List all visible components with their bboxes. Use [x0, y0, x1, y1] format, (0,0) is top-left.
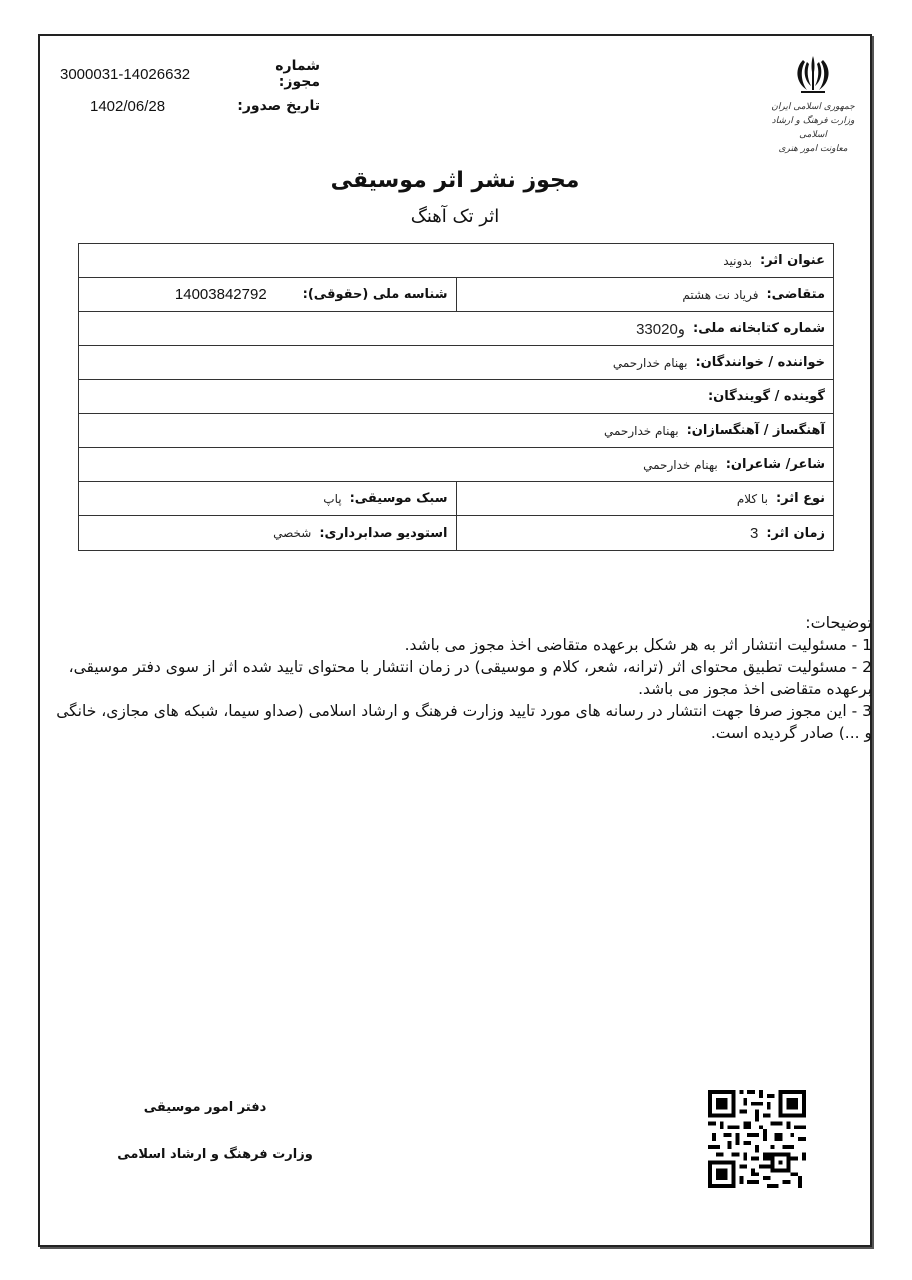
note-item-2: 2 - مسئولیت تطبیق محتوای اثر (ترانه، شعر، کلام و موسیقی) در زمان انتشار با محتوای تایید شده اثر از سوی دفتر موسیقی، برعهده متقاضی اخذ مجوز می باشد. [68, 658, 872, 698]
note-item-1: 1 - مسئولیت انتشار اثر به هر شکل برعهده متقاضی اخذ مجوز می باشد. [404, 636, 872, 654]
singer-label: خواننده / خوانندگان: [695, 355, 825, 370]
license-info-table [78, 243, 834, 551]
studio-label: استودیو صدابرداری: [319, 525, 448, 541]
studio-value: شخصي [273, 526, 312, 540]
document-title: مجوز نشر اثر موسیقی [330, 168, 580, 193]
music-style-value: پاپ [323, 491, 342, 506]
issue-date-label: تاریخ صدور: [237, 98, 320, 114]
table-row-work-type [79, 482, 833, 516]
license-number-row [60, 58, 320, 90]
national-id-label: شناسه ملی (حقوقی): [302, 287, 448, 302]
license-number-value: 3000031-14026632 [60, 65, 191, 83]
table-row-applicant [79, 278, 833, 312]
notes-heading: توضیحات: [805, 613, 872, 632]
work-title-label: عنوان اثر: [759, 253, 825, 268]
emblem-line-3: معاونت امور هنری [778, 144, 848, 154]
work-type-value: با کلام [736, 491, 768, 506]
table-row-library-number [79, 312, 833, 346]
signature-ministry: وزارت فرهنگ و ارشاد اسلامی [117, 1147, 313, 1162]
music-style-label: سبک موسیقی: [349, 491, 448, 506]
composer-value: بهنام خدارحمي [603, 423, 679, 438]
table-row-narrator [79, 380, 833, 414]
document-subtitle: اثر تک آهنگ [410, 206, 500, 227]
poet-label: شاعر/ شاعران: [725, 457, 825, 472]
narrator-label: گوینده / گویندگان: [707, 389, 825, 404]
duration-value: 3 [749, 524, 759, 542]
emblem-line-1: جمهوری اسلامی ایران [771, 102, 855, 112]
applicant-label: متقاضی: [766, 287, 825, 302]
table-row-composer [79, 414, 833, 448]
poet-value: بهنام خدارحمي [643, 457, 718, 472]
table-row-work-title [79, 244, 833, 278]
qr-code-icon [708, 1090, 806, 1188]
table-row-duration [79, 516, 833, 550]
singer-value: بهنام خدارحمي [612, 355, 688, 370]
table-row-singer [79, 346, 833, 380]
work-title-value: بدونید [723, 253, 752, 268]
note-item-3: 3 - این مجوز صرفا جهت انتشار در رسانه های مورد تایید وزارت فرهنگ و ارشاد اسلامی (صداو سیما، شبکه های مجازی، خانگی و ...) صادر گردیده است. [56, 702, 872, 742]
iran-emblem-icon [789, 52, 837, 96]
license-meta [60, 58, 320, 122]
signature-office: دفتر امور موسیقی [143, 1100, 267, 1115]
government-emblem [758, 52, 868, 156]
duration-label: زمان اثر: [766, 525, 825, 541]
library-number-label: شماره کتابخانه ملی: [693, 321, 825, 336]
table-row-poet [79, 448, 833, 482]
issue-date-row [60, 90, 320, 122]
signature-block [110, 1100, 320, 1162]
emblem-line-2: وزارت فرهنگ و ارشاد اسلامی [771, 116, 855, 140]
composer-label: آهنگساز / آهنگسازان: [686, 423, 825, 438]
issue-date-value: 1402/06/28 [90, 97, 166, 115]
national-id-value: 14003842792 [174, 286, 267, 303]
license-number-label: شماره مجوز: [275, 58, 320, 90]
notes-section [50, 612, 872, 744]
library-number-value: و33020 [636, 320, 686, 338]
work-type-label: نوع اثر: [775, 491, 825, 506]
applicant-value: فریاد نت هشتم [682, 287, 759, 302]
